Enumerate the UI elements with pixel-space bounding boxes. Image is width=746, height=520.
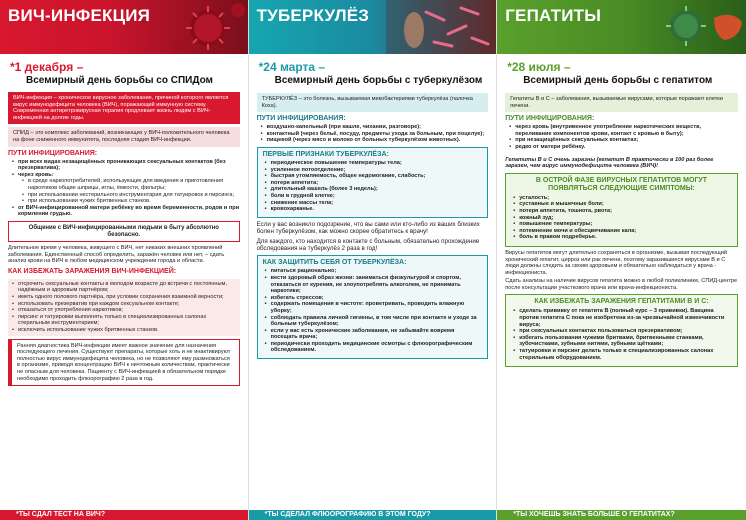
tb-column bbox=[249, 0, 498, 520]
list-item: • пищевой (через мясо и молоко от больных туберкулёзом животных). bbox=[261, 137, 489, 144]
hiv-subtitle: Всемирный день борьбы со СПИДом bbox=[26, 75, 213, 86]
hepatitis-avoid-box bbox=[505, 294, 738, 367]
tb-protect-header: КАК ЗАЩИТИТЬ СЕБЯ ОТ ТУБЕРКУЛЁЗА: bbox=[262, 259, 407, 267]
hepatitis-symptoms-header: В ОСТРОЙ ФАЗЕ ВИРУСНЫХ ГЕПАТИТОВ МОГУТ ПОЯВЛЯТЬСЯ СЛЕДУЮЩИЕ СИМПТОМЫ: bbox=[535, 176, 708, 192]
list-item: • усиленное потоотделение; bbox=[265, 167, 481, 174]
hepatitis-analysis: Сдать анализы на наличие вирусов гепатита можно в любой поликлинике, СПИД-центре после консультации участкового врача или врача-инфекциониста. bbox=[505, 278, 738, 291]
list-item: • отказаться от употребления наркотиков; bbox=[12, 307, 236, 314]
hiv-routes-header: ПУТИ ИНФИЦИРОВАНИЯ: bbox=[8, 149, 98, 157]
list-item: • периодически проходить медицинские осмотры с флюорографическим обследованием. bbox=[265, 341, 481, 354]
hiv-column bbox=[0, 0, 249, 520]
list-item: • боль в правом подреберье. bbox=[513, 234, 730, 241]
hiv-title: ВИЧ-ИНФЕКЦИЯ bbox=[8, 6, 151, 25]
tb-contact: Для каждого, кто находится в контакте с больным, обязательно прохождение обследования на туберкулёз 2 раза в год! bbox=[256, 237, 480, 252]
list-item: • при сексуальных контактах пользоваться презервативом; bbox=[513, 328, 730, 335]
hiv-early-diagnosis: Ранняя диагностика ВИЧ-инфекции имеет важное значение для назначения последующего лечения. Существуют препараты, которые хоть и не инактивируют полностью вирус иммунодефицита человека, но не позволяют ему размножаться в организме, приводя концентрацию ВИЧ к ничтожным количествам, практически не опасным для человека. Пациенту с ВИЧ-инфекцией в обязательном порядке необходимо проходить флюорографию 2 раза в год. bbox=[8, 339, 240, 387]
list-item: • использовать презерватив при каждом сексуальном контакте; bbox=[12, 301, 236, 308]
list-item: • исключить использование чужих бритвенных станков. bbox=[12, 327, 236, 334]
tb-routes-list bbox=[261, 124, 489, 144]
tb-date: *24 марта – bbox=[258, 60, 326, 74]
hepatitis-avoid-list bbox=[513, 308, 730, 361]
list-item: • боли в грудной клетке; bbox=[265, 193, 481, 200]
list-item: • от ВИЧ-инфицированной матери ребёнку во время беременности, родов и при кормлении грудью. bbox=[12, 205, 240, 218]
hepatitis-avoid-header: КАК ИЗБЕЖАТЬ ЗАРАЖЕНИЯ ГЕПАТИТАМИ В И С: bbox=[534, 298, 709, 306]
list-item: • потеря аппетита, тошнота, рвота; bbox=[513, 208, 730, 215]
list-item: • отсрочить сексуальные контакты в молодом возрасте до встречи с постоянным, надёжным и здоровым партнёром; bbox=[12, 281, 236, 294]
list-item: • периодическое повышение температуры тела; bbox=[265, 160, 481, 167]
list-item: • кровохарканье. bbox=[265, 206, 481, 213]
list-item: • контактный (через бельё, посуду, предметы ухода за больным, при поцелуе); bbox=[261, 131, 489, 138]
list-item: • суставные и мышечные боли; bbox=[513, 201, 730, 208]
hepatitis-symptoms-list bbox=[513, 195, 730, 241]
list-item: • избегать пользования чужими бритвами, бритвенными станками, зубочистками, зубными нитями, зубными щётками; bbox=[513, 335, 730, 348]
tb-suspect: Если у вас возникло подозрение, что вы сами или кто-либо из ваших близких болен туберкулёзом, как можно скорее обратитесь к врачу! bbox=[256, 220, 480, 236]
list-item: • в среде наркопотребителей, использующих для введения и приготовления наркотиков общие шприцы, иглы, ёмкости, фильтры; bbox=[22, 178, 240, 191]
list-item: • вести здоровый образ жизни: заниматься физкультурой и спортом, отказаться от курения, не злоупотреблять алкоголем, не принимать наркотики; bbox=[265, 275, 481, 295]
hepatitis-intro: Гепатиты В и С – заболевания, вызываемые вирусами, которые поражают клетки печени. bbox=[505, 93, 738, 112]
tb-subtitle: Всемирный день борьбы с туберкулёзом bbox=[274, 75, 483, 86]
list-item: • снижение массы тела; bbox=[265, 200, 481, 207]
hepatitis-symptoms-box bbox=[505, 173, 738, 247]
list-item: • при всех видах незащищённых проникающих сексуальных контактов (без презерватива); bbox=[12, 159, 240, 172]
hiv-intro: ВИЧ-инфекция – хроническое вирусное заболевание, причиной которого является вирус иммунодефицита человека (ВИЧ), поражающий иммунную систему. Современная антиретровирусная терапия продлевает жизнь людям с ВИЧ-инфекцией на долгие годы. bbox=[8, 92, 240, 124]
hepatitis-subtitle: Всемирный день борьбы с гепатитом bbox=[523, 75, 713, 86]
hepatitis-long-time: Вирусы гепатитов могут длительно сохраняться в организме, вызывая последующий хронический гепатит, цирроз или рак печени, поэтому заразившиеся вирусами В и С люди должны следить за своим здоровьем и обязательно наблюдаться у врача - инфекциониста. bbox=[505, 249, 727, 276]
list-item: • через кровь (внутривенное употребление наркотических веществ, переливание компонентов крови, контакт с кровью в быту); bbox=[509, 124, 738, 137]
hiv-header bbox=[0, 0, 248, 54]
hiv-avoid-header: КАК ИЗБЕЖАТЬ ЗАРАЖЕНИЯ ВИЧ-ИНФЕКЦИЕЙ: bbox=[8, 267, 177, 275]
list-item: • питаться рационально; bbox=[265, 268, 481, 275]
hiv-avoid-list bbox=[12, 281, 236, 334]
hepatitis-title: ГЕПАТИТЫ bbox=[505, 6, 602, 25]
hepatitis-routes-header: ПУТИ ИНФИЦИРОВАНИЯ: bbox=[505, 115, 595, 123]
list-item: • пирсинг и татуировки выполнять только в специализированных салонах стерильным инструментарием; bbox=[12, 314, 236, 327]
list-item: • иметь одного полового партнёра, при условии сохранения взаимной верности; bbox=[12, 294, 236, 301]
tb-signs-box bbox=[257, 147, 489, 218]
list-item: • потемнение мочи и обесцвечивание кала; bbox=[513, 228, 730, 235]
list-item: • длительный кашель (более 3 недель); bbox=[265, 186, 481, 193]
list-item: • сделать прививку от гепатита В (полный курс – 3 прививки). Вакцина против гепатита С пока не изобретена из-за чрезвычайной изменчивости вируса; bbox=[513, 308, 730, 328]
tb-routes-header: ПУТИ ИНФИЦИРОВАНИЯ: bbox=[256, 115, 346, 123]
list-item: • избегать стрессов; bbox=[265, 295, 481, 302]
list-item: • кожный зуд; bbox=[513, 215, 730, 222]
hepatitis-routes-list bbox=[509, 124, 738, 150]
list-item: • если у вас есть хронические заболевания, не забывайте вовремя посещать врача; bbox=[265, 328, 481, 341]
tb-title: ТУБЕРКУЛЁЗ bbox=[256, 6, 370, 25]
list-item: • усталость; bbox=[513, 195, 730, 202]
bacteria-image bbox=[386, 0, 496, 54]
aids-definition: СПИД – это комплекс заболеваний, возникающих у ВИЧ-положительного человека на фоне сниженного иммунитета, последняя стадия ВИЧ-инфекции. bbox=[8, 127, 240, 146]
list-item: • быстрая утомляемость, общее недомогание, слабость; bbox=[265, 173, 481, 180]
list-item: • через кровь: bbox=[12, 172, 240, 179]
tb-intro: ТУБЕРКУЛЁЗ – это болезнь, вызываемая микобактериями туберкулёза (палочка Коха). bbox=[257, 93, 489, 112]
hiv-long-time: Длительное время у человека, живущего с ВИЧ, нет никаких внешних проявлений заболевания. Единственный способ определить, заражён человек или нет, – сдать анализ крови на ВИЧ в любом медицинском учреждении города и области. bbox=[8, 245, 225, 265]
hepatitis-footer: *ТЫ ХОЧЕШЬ ЗНАТЬ БОЛЬШЕ О ГЕПАТИТАХ? bbox=[497, 510, 746, 520]
hepatitis-header bbox=[497, 0, 746, 54]
hiv-routes-list bbox=[12, 159, 240, 218]
hiv-date: *1 декабря – bbox=[10, 60, 84, 74]
hepatitis-date: *28 июля – bbox=[507, 60, 571, 74]
list-item: • потеря аппетита; bbox=[265, 180, 481, 187]
tb-footer: *ТЫ СДЕЛАЛ ФЛЮОРОГРАФИЮ В ЭТОМ ГОДУ? bbox=[249, 510, 497, 520]
list-item: • воздушно-капельный (при кашле, чихании, разговоре); bbox=[261, 124, 489, 131]
list-item: • при использовании чужих бритвенных станков. bbox=[22, 198, 240, 205]
list-item: • редко от матери ребёнку. bbox=[509, 144, 738, 151]
list-item: • содержать помещения в чистоте: проветривать, проводить влажную уборку; bbox=[265, 301, 481, 314]
list-item: • при незащищённых сексуальных контактах; bbox=[509, 137, 738, 144]
tb-header bbox=[249, 0, 497, 54]
list-item: • при использовании нестерильного инструментария для татуировок и пирсинга; bbox=[22, 192, 240, 199]
list-item: • татуировки и пирсинг делать только в специализированных салонах стерильным оборудованием. bbox=[513, 348, 730, 361]
virus-image bbox=[138, 0, 248, 54]
hepatitis-note: Гепатиты В и С очень заразны (гепатит В практически в 100 раз более заразен, чем вирус иммунодефицита человека (ВИЧ)! bbox=[505, 156, 714, 170]
hiv-safe-note: Общение с ВИЧ-инфицированными людьми в быту абсолютно безопасно. bbox=[8, 221, 240, 242]
list-item: • соблюдать правила личной гигиены, в том числе при контакте и уходе за больным туберкулёзом; bbox=[265, 315, 481, 328]
list-item: • повышение температуры; bbox=[513, 221, 730, 228]
tb-signs-header: ПЕРВЫЕ ПРИЗНАКИ ТУБЕРКУЛЁЗА: bbox=[262, 150, 389, 158]
tb-signs-list bbox=[265, 160, 481, 213]
hepatitis-column bbox=[497, 0, 746, 520]
tb-protect-list bbox=[265, 268, 481, 354]
liver-image bbox=[636, 0, 746, 54]
tb-protect-box bbox=[257, 255, 489, 359]
hiv-avoid-box bbox=[8, 279, 240, 336]
hiv-footer: *ТЫ СДАЛ ТЕСТ НА ВИЧ? bbox=[0, 510, 248, 520]
